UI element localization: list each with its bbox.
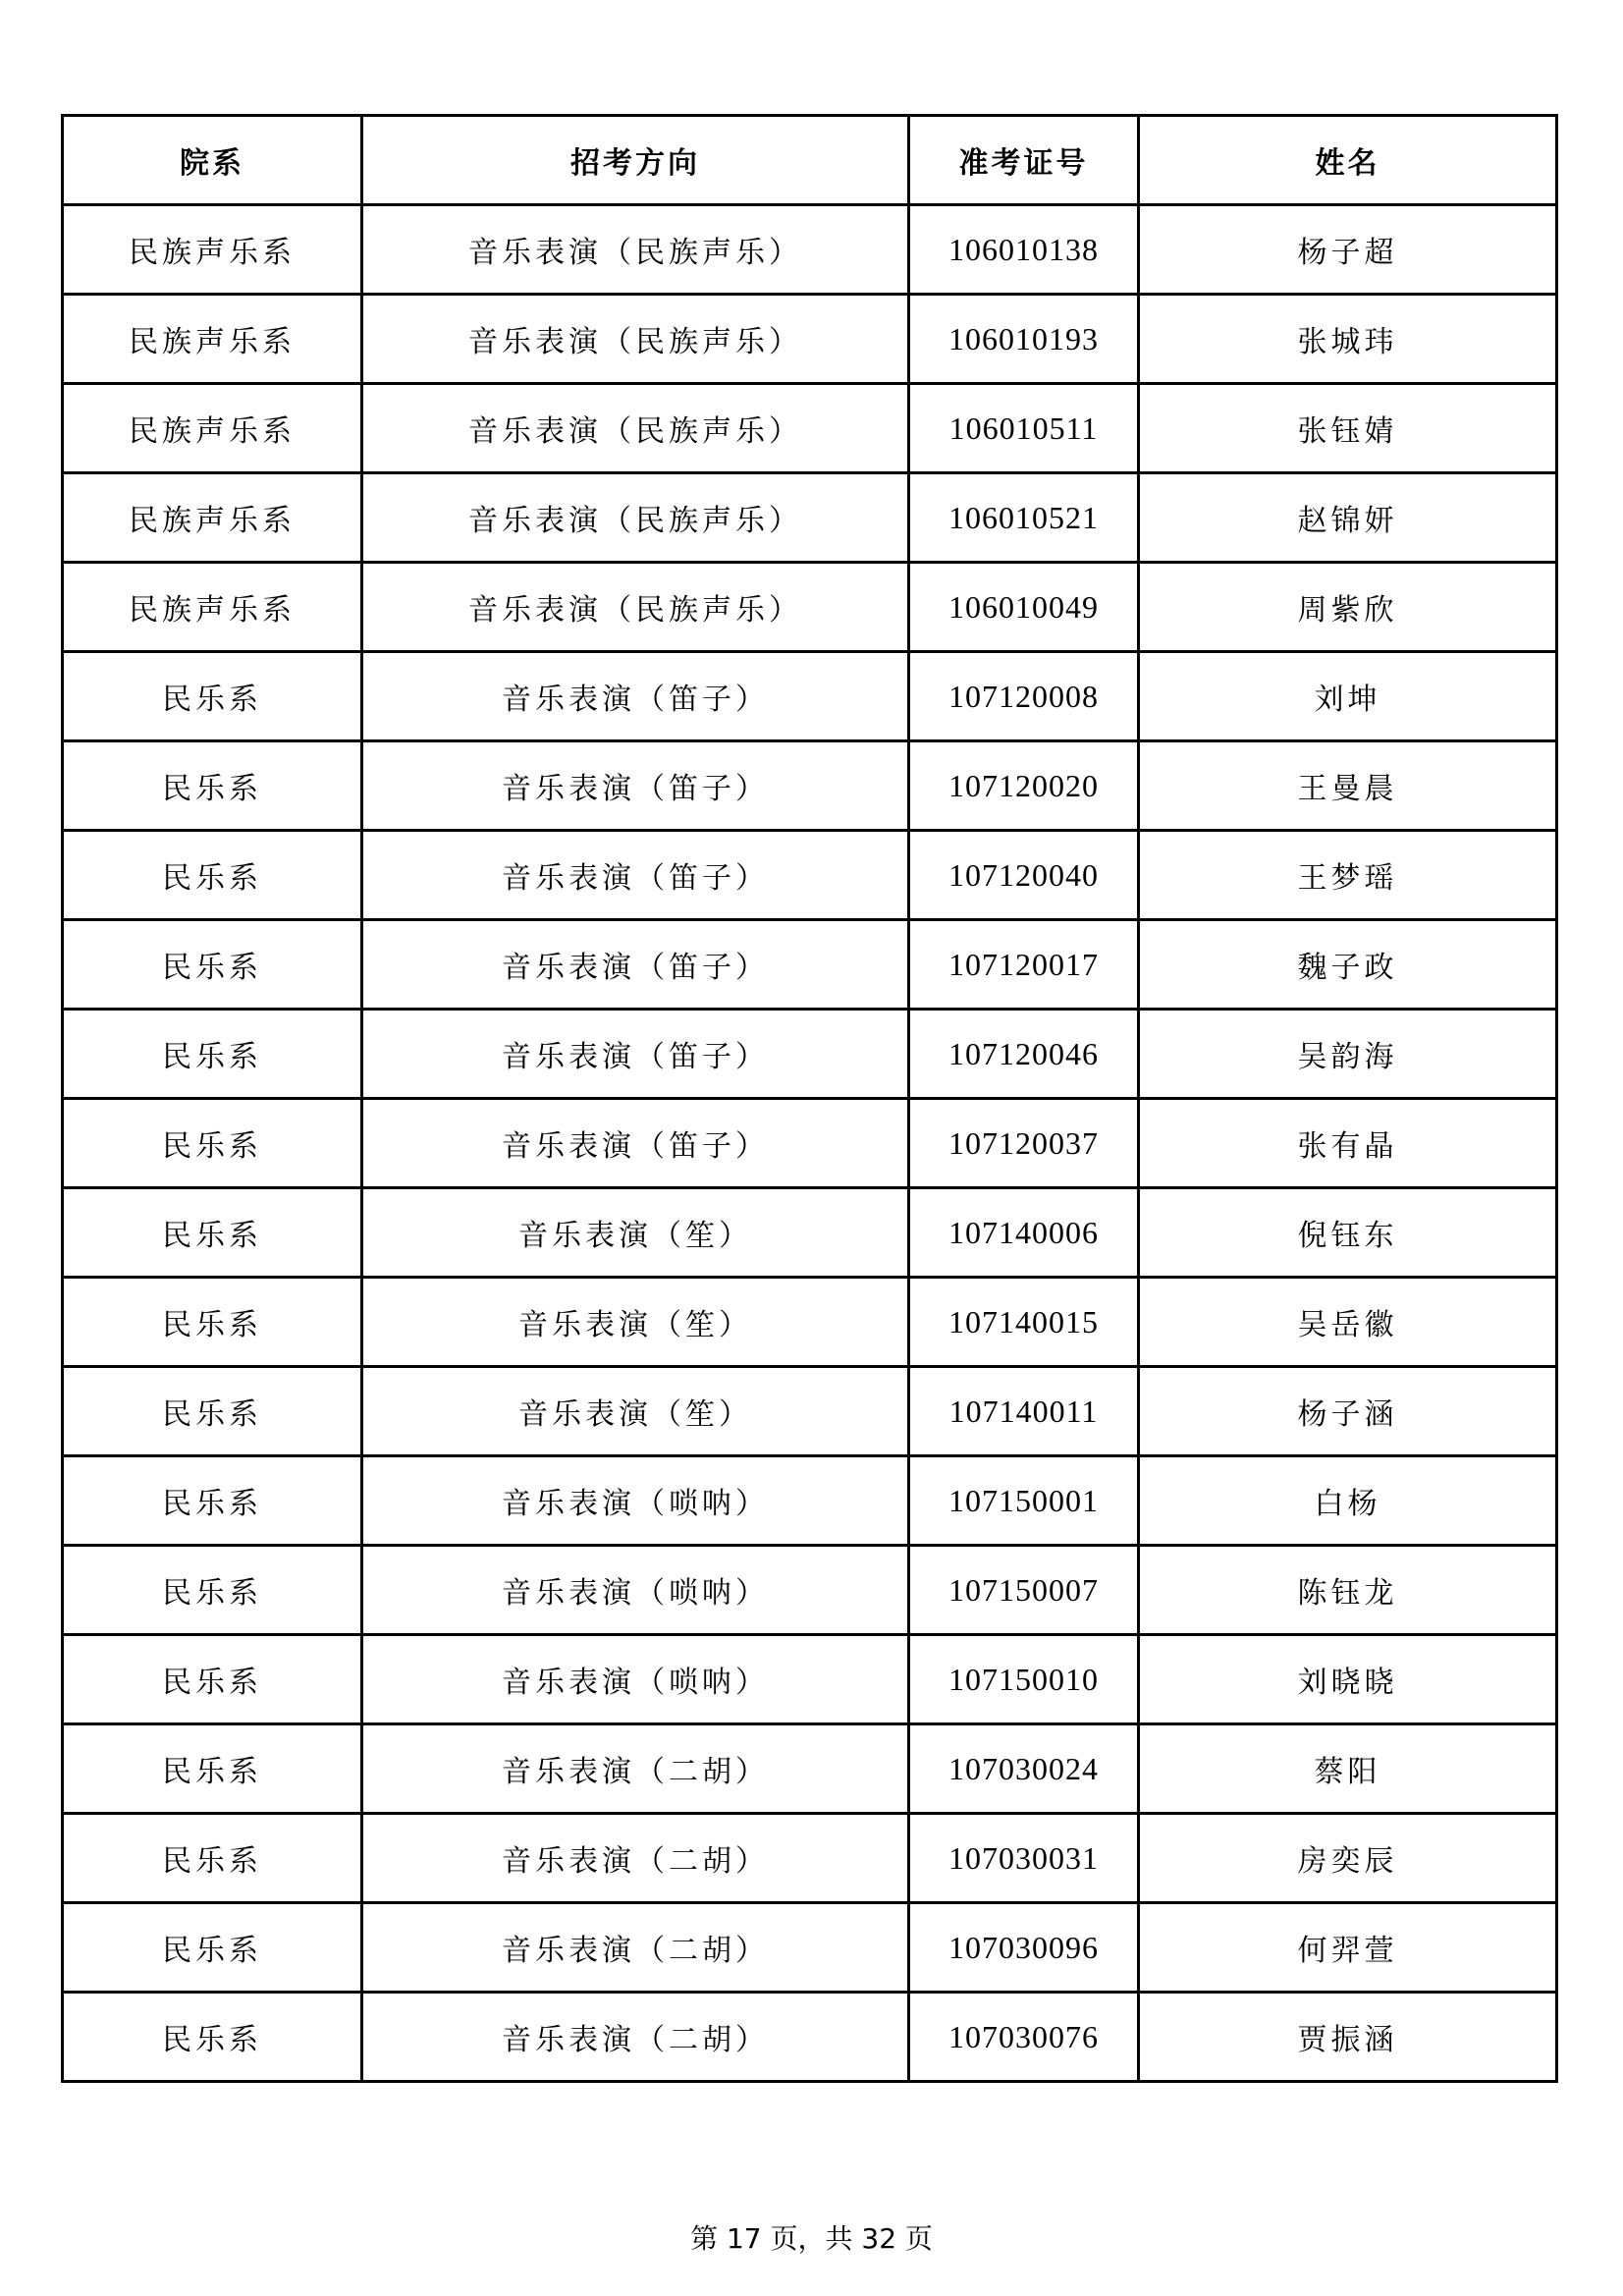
cell-exam-no: 107150007 xyxy=(909,1546,1139,1635)
cell-name: 张城玮 xyxy=(1139,295,1557,384)
cell-direction: 音乐表演（笙） xyxy=(362,1367,909,1456)
cell-department: 民乐系 xyxy=(63,1456,362,1546)
cell-name: 魏子政 xyxy=(1139,920,1557,1010)
table-row xyxy=(63,1993,1557,2082)
cell-department: 民乐系 xyxy=(63,1724,362,1814)
cell-department: 民乐系 xyxy=(63,1546,362,1635)
table-row xyxy=(63,473,1557,563)
header-direction: 招考方向 xyxy=(362,116,909,205)
cell-department: 民乐系 xyxy=(63,652,362,741)
cell-exam-no: 106010138 xyxy=(909,205,1139,295)
header-name: 姓名 xyxy=(1139,116,1557,205)
cell-name: 刘晓晓 xyxy=(1139,1635,1557,1724)
cell-name: 白杨 xyxy=(1139,1456,1557,1546)
cell-direction: 音乐表演（笙） xyxy=(362,1188,909,1278)
cell-department: 民乐系 xyxy=(63,920,362,1010)
cell-department: 民族声乐系 xyxy=(63,473,362,563)
table-row xyxy=(63,1278,1557,1367)
cell-name: 吴岳徽 xyxy=(1139,1278,1557,1367)
cell-department: 民乐系 xyxy=(63,1099,362,1188)
cell-exam-no: 107030031 xyxy=(909,1814,1139,1903)
cell-exam-no: 107120008 xyxy=(909,652,1139,741)
cell-exam-no: 107120040 xyxy=(909,831,1139,920)
table-body xyxy=(63,205,1557,2082)
cell-direction: 音乐表演（二胡） xyxy=(362,1993,909,2082)
table-row xyxy=(63,1367,1557,1456)
cell-exam-no: 107150010 xyxy=(909,1635,1139,1724)
cell-direction: 音乐表演（笛子） xyxy=(362,1099,909,1188)
cell-name: 刘坤 xyxy=(1139,652,1557,741)
table-row xyxy=(63,205,1557,295)
table-row xyxy=(63,1814,1557,1903)
cell-direction: 音乐表演（二胡） xyxy=(362,1814,909,1903)
table-row xyxy=(63,384,1557,473)
table-row xyxy=(63,1010,1557,1099)
cell-department: 民族声乐系 xyxy=(63,563,362,652)
cell-name: 杨子涵 xyxy=(1139,1367,1557,1456)
cell-direction: 音乐表演（民族声乐） xyxy=(362,205,909,295)
cell-direction: 音乐表演（笙） xyxy=(362,1278,909,1367)
cell-direction: 音乐表演（民族声乐） xyxy=(362,473,909,563)
cell-department: 民族声乐系 xyxy=(63,384,362,473)
cell-department: 民乐系 xyxy=(63,741,362,831)
page-number: 第 17 页，共 32 页 xyxy=(690,2222,933,2255)
cell-exam-no: 106010511 xyxy=(909,384,1139,473)
cell-department: 民乐系 xyxy=(63,1010,362,1099)
cell-exam-no: 107030024 xyxy=(909,1724,1139,1814)
cell-department: 民乐系 xyxy=(63,1367,362,1456)
cell-exam-no: 107030076 xyxy=(909,1993,1139,2082)
cell-name: 贾振涵 xyxy=(1139,1993,1557,2082)
cell-direction: 音乐表演（笛子） xyxy=(362,920,909,1010)
table-row xyxy=(63,1188,1557,1278)
table-row xyxy=(63,741,1557,831)
cell-direction: 音乐表演（民族声乐） xyxy=(362,384,909,473)
cell-direction: 音乐表演（民族声乐） xyxy=(362,295,909,384)
cell-department: 民乐系 xyxy=(63,1188,362,1278)
cell-department: 民族声乐系 xyxy=(63,205,362,295)
cell-direction: 音乐表演（二胡） xyxy=(362,1724,909,1814)
cell-exam-no: 107150001 xyxy=(909,1456,1139,1546)
cell-exam-no: 107120046 xyxy=(909,1010,1139,1099)
cell-department: 民乐系 xyxy=(63,1993,362,2082)
cell-name: 杨子超 xyxy=(1139,205,1557,295)
cell-exam-no: 107120037 xyxy=(909,1099,1139,1188)
cell-direction: 音乐表演（笛子） xyxy=(362,1010,909,1099)
table-row xyxy=(63,920,1557,1010)
cell-direction: 音乐表演（唢呐） xyxy=(362,1635,909,1724)
cell-direction: 音乐表演（唢呐） xyxy=(362,1546,909,1635)
cell-department: 民乐系 xyxy=(63,1278,362,1367)
cell-department: 民乐系 xyxy=(63,1903,362,1993)
cell-direction: 音乐表演（笛子） xyxy=(362,652,909,741)
cell-exam-no: 106010193 xyxy=(909,295,1139,384)
header-exam-no: 准考证号 xyxy=(909,116,1139,205)
cell-exam-no: 106010521 xyxy=(909,473,1139,563)
table-row xyxy=(63,1099,1557,1188)
table-row xyxy=(63,1456,1557,1546)
cell-department: 民乐系 xyxy=(63,831,362,920)
cell-direction: 音乐表演（唢呐） xyxy=(362,1456,909,1546)
cell-name: 吴韵海 xyxy=(1139,1010,1557,1099)
table-row xyxy=(63,1635,1557,1724)
cell-exam-no: 107140006 xyxy=(909,1188,1139,1278)
cell-name: 房奕辰 xyxy=(1139,1814,1557,1903)
cell-name: 倪钰东 xyxy=(1139,1188,1557,1278)
admission-roster-table xyxy=(61,114,1558,2083)
cell-name: 张钰婧 xyxy=(1139,384,1557,473)
cell-department: 民乐系 xyxy=(63,1814,362,1903)
table-header-row xyxy=(63,116,1557,205)
cell-exam-no: 107120020 xyxy=(909,741,1139,831)
cell-exam-no: 106010049 xyxy=(909,563,1139,652)
table-row xyxy=(63,563,1557,652)
cell-exam-no: 107140015 xyxy=(909,1278,1139,1367)
cell-direction: 音乐表演（民族声乐） xyxy=(362,563,909,652)
cell-name: 蔡阳 xyxy=(1139,1724,1557,1814)
table-row xyxy=(63,1903,1557,1993)
cell-name: 何羿萱 xyxy=(1139,1903,1557,1993)
table-row xyxy=(63,1724,1557,1814)
cell-name: 陈钰龙 xyxy=(1139,1546,1557,1635)
cell-direction: 音乐表演（笛子） xyxy=(362,741,909,831)
table-row xyxy=(63,295,1557,384)
cell-department: 民族声乐系 xyxy=(63,295,362,384)
cell-exam-no: 107030096 xyxy=(909,1903,1139,1993)
cell-department: 民乐系 xyxy=(63,1635,362,1724)
cell-name: 周紫欣 xyxy=(1139,563,1557,652)
cell-exam-no: 107120017 xyxy=(909,920,1139,1010)
cell-exam-no: 107140011 xyxy=(909,1367,1139,1456)
table-row xyxy=(63,652,1557,741)
table-row xyxy=(63,831,1557,920)
cell-direction: 音乐表演（二胡） xyxy=(362,1903,909,1993)
cell-name: 赵锦妍 xyxy=(1139,473,1557,563)
table-row xyxy=(63,1546,1557,1635)
cell-name: 王曼晨 xyxy=(1139,741,1557,831)
cell-name: 张有晶 xyxy=(1139,1099,1557,1188)
cell-name: 王梦瑶 xyxy=(1139,831,1557,920)
header-department: 院系 xyxy=(63,116,362,205)
cell-direction: 音乐表演（笛子） xyxy=(362,831,909,920)
